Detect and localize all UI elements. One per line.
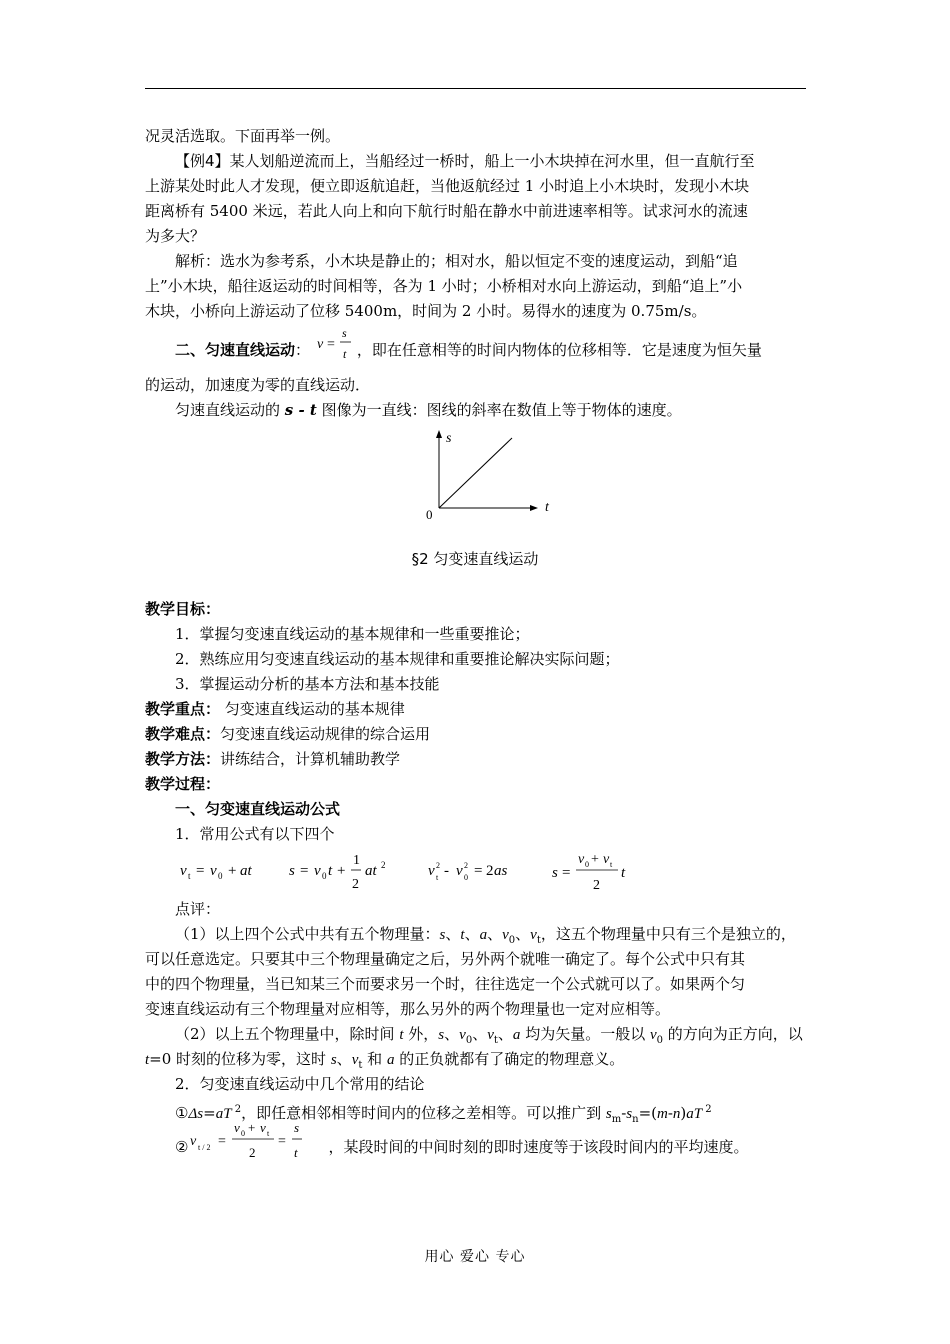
svg-text:v: v xyxy=(260,1120,267,1135)
conclusion-1: ①Δs=aT $^2$，即任意相邻相等时间内的位移之差相等。可以推广到 $s_m-s_n=(m-n)aT$ $^2$ xyxy=(175,1104,712,1125)
svg-text:v: v xyxy=(234,1120,241,1135)
svg-text:0: 0 xyxy=(464,873,468,882)
formula-vt xyxy=(180,863,253,881)
svg-text:2: 2 xyxy=(352,877,359,892)
st-graph-line: 匀速直线运动的 s - t 图像为一直线：图线的斜率在数值上等于物体的速度。 xyxy=(175,401,682,419)
svg-text:t: t xyxy=(436,873,439,882)
svg-text:t: t xyxy=(342,347,347,361)
y-axis-arrow xyxy=(436,430,442,438)
x-axis-label: t xyxy=(545,500,549,515)
svg-text:2: 2 xyxy=(464,861,468,870)
goal-item: 2．熟练应用匀变速直线运动的基本规律和重要推论解决实际问题； xyxy=(175,650,620,668)
svg-text:t: t xyxy=(621,865,626,881)
solution-line: 上”小木块，船往返运动的时间相等，各为 1 小时；小桥相对水向上游运动，到船“追上”小 xyxy=(145,277,743,295)
comment-1-line: 变速直线运动有三个物理量对应相等，那么另外的两个物理量也一定对应相等。 xyxy=(145,1000,671,1018)
y-axis-label: s xyxy=(446,431,452,446)
difficulty-line: 教学难点：匀变速直线运动规律的综合运用 xyxy=(145,725,431,743)
key-point-line: 教学重点： 匀变速直线运动的基本规律 xyxy=(145,700,405,718)
solution-line: 木块，小桥向上游运动了位移 5400m，时间为 2 小时。易得水的速度为 0.75m/s。 xyxy=(145,302,707,320)
origin-label: 0 xyxy=(426,507,433,522)
svg-text:2: 2 xyxy=(249,1145,256,1160)
four-formulas xyxy=(172,848,642,896)
svg-text:0: 0 xyxy=(585,860,589,869)
paragraph-line: 的运动，加速度为零的直线运动． xyxy=(145,376,371,394)
formula-v-squared xyxy=(428,861,508,882)
svg-text:1: 1 xyxy=(353,853,360,868)
paragraph-line: 为多大？ xyxy=(145,227,206,245)
comment-1-line: 可以任意选定。只要其中三个物理量确定之后，另外两个就唯一确定了。每个公式中只有其 xyxy=(145,950,746,968)
comment-2-line: t=0 时刻的位移为零，这时 s、$v_t$ 和 a 的正负就都有了确定的物理意义。 xyxy=(145,1050,625,1071)
mid-time-velocity-formula xyxy=(188,1119,328,1165)
svg-text:+: + xyxy=(337,863,346,879)
svg-text:v: v xyxy=(190,1134,197,1149)
svg-text:=: = xyxy=(218,1134,227,1149)
svg-text:v: v xyxy=(428,863,435,879)
solution-line: 解析：选水为参考系，小木块是静止的；相对水，船以恒定不变的速度运动，到船“追 xyxy=(175,252,738,270)
process-heading: 教学过程： xyxy=(145,775,221,793)
formula-s-average xyxy=(552,852,626,893)
svg-text:at: at xyxy=(365,863,377,879)
svg-text:t: t xyxy=(188,871,191,881)
svg-text:s: s xyxy=(552,865,558,881)
svg-text:v: v xyxy=(210,863,217,879)
svg-text:v: v xyxy=(316,337,324,352)
svg-text:t: t xyxy=(294,1145,299,1160)
svg-text:0: 0 xyxy=(322,871,327,881)
svg-text:2: 2 xyxy=(593,878,600,893)
uniform-motion-line: 二、匀速直线运动： v = s t ，即在任意相等的时间内物体的位移相等．它是速度为恒矢量 xyxy=(175,338,762,364)
svg-text:=: = xyxy=(196,863,205,879)
svg-text:2: 2 xyxy=(381,860,386,870)
svg-text:s: s xyxy=(294,1120,300,1135)
svg-text:0: 0 xyxy=(241,1129,246,1138)
goal-item: 3．掌握运动分析的基本方法和基本技能 xyxy=(175,675,440,693)
uniform-motion-heading: 二、匀速直线运动 xyxy=(175,341,296,359)
page-footer: 用心 爱心 专心 xyxy=(424,1249,526,1265)
svg-text:-: - xyxy=(444,863,449,879)
comment-2-line: （2）以上五个物理量中，除时间 t 外，s、$v_0$、$v_t$、a 均为矢量。一般以 $v_0$ 的方向为正方向，以 xyxy=(175,1025,803,1046)
svg-text:+: + xyxy=(228,863,237,879)
conclusion-2: ② v t / 2 = v 0 + v t 2 = s t ，某段时间的中间时刻的即时速度等于该段时间内的平均速度。 xyxy=(175,1131,748,1165)
example-4-line xyxy=(175,149,755,174)
svg-text:v: v xyxy=(180,863,187,879)
paragraph-line: 况灵活选取。下面再举一例。 xyxy=(145,127,341,145)
svg-text:s: s xyxy=(289,863,295,879)
comment-1-line: （1）以上四个公式中共有五个物理量：s、t、a、$v_0$、$v_t$，这五个物理量中只有三个是独立的， xyxy=(175,925,796,946)
paragraph-line: 距离桥有 5400 米远，若此人向上和向下航行时船在静水中前进速率相等。试求河水的流速 xyxy=(145,202,748,220)
svg-text:v: v xyxy=(578,852,585,867)
svg-text:v: v xyxy=(314,863,321,879)
velocity-formula xyxy=(315,324,357,364)
svg-text:t: t xyxy=(328,863,333,879)
example-label: 【例4】 xyxy=(175,152,230,170)
example-text: 某人划船逆流而上，当船经过一桥时，船上一小木块掉在河水里，但一直航行至 xyxy=(229,152,755,170)
method-line: 教学方法：讲练结合，计算机辅助教学 xyxy=(145,750,401,768)
comment-1-line: 中的四个物理量，当已知某三个而要求另一个时，往往选定一个公式就可以了。如果两个匀 xyxy=(145,975,746,993)
header-rule xyxy=(145,88,806,89)
svg-text:=: = xyxy=(474,863,483,879)
svg-text:t / 2: t / 2 xyxy=(198,1143,211,1152)
goals-heading: 教学目标： xyxy=(145,600,221,618)
svg-text:0: 0 xyxy=(218,871,223,881)
formula-s xyxy=(289,853,386,892)
svg-text:=: = xyxy=(562,865,571,881)
s-t-graph xyxy=(420,426,560,526)
part2-title: 2．匀变速直线运动中几个常用的结论 xyxy=(175,1075,425,1093)
svg-text:t: t xyxy=(610,860,613,869)
svg-text:=: = xyxy=(300,863,309,879)
svg-text:at: at xyxy=(240,863,252,879)
svg-text:+: + xyxy=(248,1120,256,1135)
svg-text:as: as xyxy=(494,863,508,879)
svg-text:v: v xyxy=(603,852,610,867)
goal-item: 1．掌握匀变速直线运动的基本规律和一些重要推论； xyxy=(175,625,530,643)
formulas-intro: 1．常用公式有以下四个 xyxy=(175,825,335,843)
uniform-motion-text: ，即在任意相等的时间内物体的位移相等．它是速度为恒矢量 xyxy=(356,341,762,359)
paragraph-line: 上游某处时此人才发现，便立即返航追赶，当他返航经过 1 小时追上小木块时，发现小木块 xyxy=(145,177,750,195)
svg-text:=: = xyxy=(326,337,335,352)
svg-text:2: 2 xyxy=(436,861,440,870)
svg-text:v: v xyxy=(456,863,463,879)
comment-label: 点评： xyxy=(175,900,221,918)
svg-text:+: + xyxy=(591,852,599,867)
s-t-line xyxy=(439,438,512,508)
svg-text:t: t xyxy=(267,1129,270,1138)
x-axis-arrow xyxy=(530,505,538,511)
section-title: §2 匀变速直线运动 xyxy=(411,550,539,568)
part1-title: 一、匀变速直线运动公式 xyxy=(175,800,341,818)
svg-text:s: s xyxy=(341,326,347,340)
svg-text:=: = xyxy=(278,1134,287,1149)
svg-text:2: 2 xyxy=(486,863,494,879)
